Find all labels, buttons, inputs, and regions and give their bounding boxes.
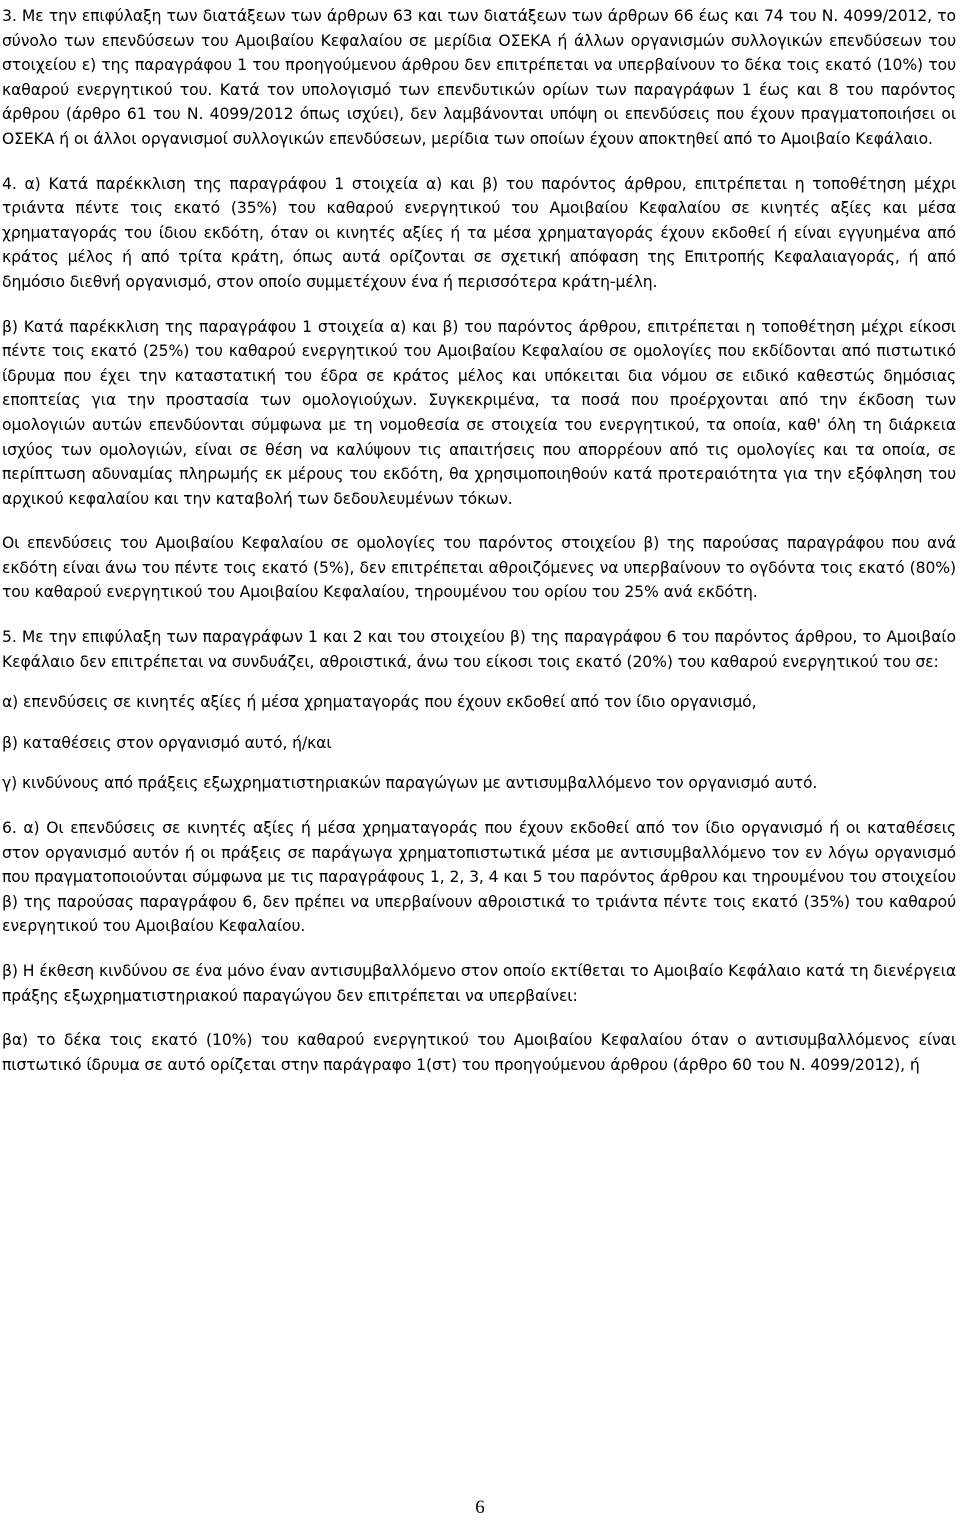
paragraph-4a: 4. α) Κατά παρέκκλιση της παραγράφου 1 στοιχεία α) και β) του παρόντος άρθρου, επιτρέπεται η τοποθέτηση μέχρι τριάντα πέντε τοις εκατό (35%) του καθαρού ενεργητικού του Αμοιβαίου Κεφαλαίου σε κινητές αξίες και μέσα χρηματαγοράς του ίδιου εκδότη, όταν οι κινητές αξίες ή τα μέσα χρηματαγοράς έχουν εκδοθεί ή είναι εγγυημένα από κράτος μέλος ή από τρίτα κράτη, όπως αυτά ορίζονται σε σχετική απόφαση της Επιτροπής Κεφαλαιαγοράς, ή από δημόσιο διεθνή οργανισμό, στον οποίο συμμετέχουν ένα ή περισσότερα κράτη-μέλη.: [2, 174, 956, 291]
document-body: [2, 4, 956, 1077]
paragraph-6ba: βα) το δέκα τοις εκατό (10%) του καθαρού ενεργητικού του Αμοιβαίου Κεφαλαίου όταν ο αντισυμβαλλόμενος είναι πιστωτικό ίδρυμα σε αυτό ορίζεται στην παράγραφο 1(στ) του προηγούμενου άρθρου (άρθρο 60 του Ν. 4099/2012), ή: [2, 1031, 956, 1074]
paragraph-4b-limits: Οι επενδύσεις του Αμοιβαίου Κεφαλαίου σε ομολογίες του παρόντος στοιχείου β) της παρούσας παραγράφου που ανά εκδότη είναι άνω του πέντε τοις εκατό (5%), δεν επιτρέπεται αθροιζόμενες να υπερβαίνουν το ογδόντα τοις εκατό (80%) του καθαρού ενεργητικού του Αμοιβαίου Κεφαλαίου, τηρουμένου του ορίου του 25% ανά εκδότη.: [2, 534, 956, 602]
paragraph-6b: β) Η έκθεση κινδύνου σε ένα μόνο έναν αντισυμβαλλόμενο στον οποίο εκτίθεται το Αμοιβαίο Κεφάλαιο κατά τη διενέργεια πράξης εξωχρηματιστηριακού παραγώγου δεν επιτρέπεται να υπερβαίνει:: [2, 962, 956, 1005]
paragraph-5c: γ) κινδύνους από πράξεις εξωχρηματιστηριακών παραγώγων με αντισυμβαλλόμενο τον οργανισμό αυτό.: [2, 774, 818, 793]
paragraph-4b: β) Κατά παρέκκλιση της παραγράφου 1 στοιχεία α) και β) του παρόντος άρθρου, επιτρέπεται η τοποθέτηση μέχρι είκοσι πέντε τοις εκατό (25%) του καθαρού ενεργητικού του Αμοιβαίου Κεφαλαίου σε ομολογίες που εκδίδονται από πιστωτικό ίδρυμα που έχει την καταστατική του έδρα σε κράτος μέλος και υπόκειται δια νόμου σε ειδικό καθεστώς δημόσιας εποπτείας για την προστασία των ομολογιούχων. Συγκεκριμένα, τα ποσά που προέρχονται από την έκδοση των ομολογιών αυτών επενδύονται σύμφωνα με τη νομοθεσία σε στοιχεία του ενεργητικού, τα οποία, καθ' όλη τη διάρκεια ισχύος των ομολογιών, είναι σε θέση να καλύψουν τις απαιτήσεις που απορρέουν από τις ομολογίες και τα οποία, σε περίπτωση αδυναμίας πληρωμής εκ μέρους του εκδότη, θα χρησιμοποιηθούν κατά προτεραιότητα για την εξόφληση του αρχικού κεφαλαίου και την καταβολή των δεδουλευμένων τόκων.: [2, 317, 956, 508]
page-number: 6: [475, 1497, 485, 1518]
paragraph-5b: β) καταθέσεις στον οργανισμό αυτό, ή/και: [2, 733, 332, 752]
paragraph-6a: 6. α) Οι επενδύσεις σε κινητές αξίες ή μέσα χρηματαγοράς που έχουν εκδοθεί από τον ίδιο οργανισμό ή οι καταθέσεις στον οργανισμό αυτόν ή οι πράξεις σε παράγωγα χρηματοπιστωτικά μέσα με αντισυμβαλλόμενο τον εν λόγω οργανισμό που πραγματοποιούνται σύμφωνα με τις παραγράφους 1, 2, 3, 4 και 5 του παρόντος άρθρου και τηρουμένου του στοιχείου β) της παρούσας παραγράφου 6, δεν πρέπει να υπερβαίνουν αθροιστικά το τριάντα πέντε τοις εκατό (35%) του καθαρού ενεργητικού του Αμοιβαίου Κεφαλαίου.: [2, 819, 956, 936]
paragraph-5a: α) επενδύσεις σε κινητές αξίες ή μέσα χρηματαγοράς που έχουν εκδοθεί από τον ίδιο οργανισμό,: [2, 693, 757, 712]
paragraph-3: 3. Με την επιφύλαξη των διατάξεων των άρθρων 63 και των διατάξεων των άρθρων 66 έως και 74 του Ν. 4099/2012, το σύνολο των επενδύσεων του Αμοιβαίου Κεφαλαίου σε μερίδια ΟΣΕΚΑ ή άλλων οργανισμών συλλογικών επενδύσεων του στοιχείου ε) της παραγράφου 1 του προηγούμενου άρθρου δεν επιτρέπεται να υπερβαίνουν το δέκα τοις εκατό (10%) του καθαρού ενεργητικού του. Κατά τον υπολογισμό των επενδυτικών ορίων των παραγράφων 1 έως και 8 του παρόντος άρθρου (άρθρο 61 του Ν. 4099/2012 όπως ισχύει), δεν λαμβάνονται υπόψη οι επενδύσεις που έχουν πραγματοποιήσει οι ΟΣΕΚΑ ή οι άλλοι οργανισμοί συλλογικών επενδύσεων, μερίδια των οποίων έχουν αποκτηθεί από το Αμοιβαίο Κεφάλαιο.: [2, 7, 956, 148]
paragraph-5: 5. Με την επιφύλαξη των παραγράφων 1 και 2 και του στοιχείου β) της παραγράφου 6 του παρόντος άρθρου, το Αμοιβαίο Κεφάλαιο δεν επιτρέπεται να συνδυάζει, αθροιστικά, άνω του είκοσι τοις εκατό (20%) του καθαρού ενεργητικού του σε:: [2, 628, 956, 671]
